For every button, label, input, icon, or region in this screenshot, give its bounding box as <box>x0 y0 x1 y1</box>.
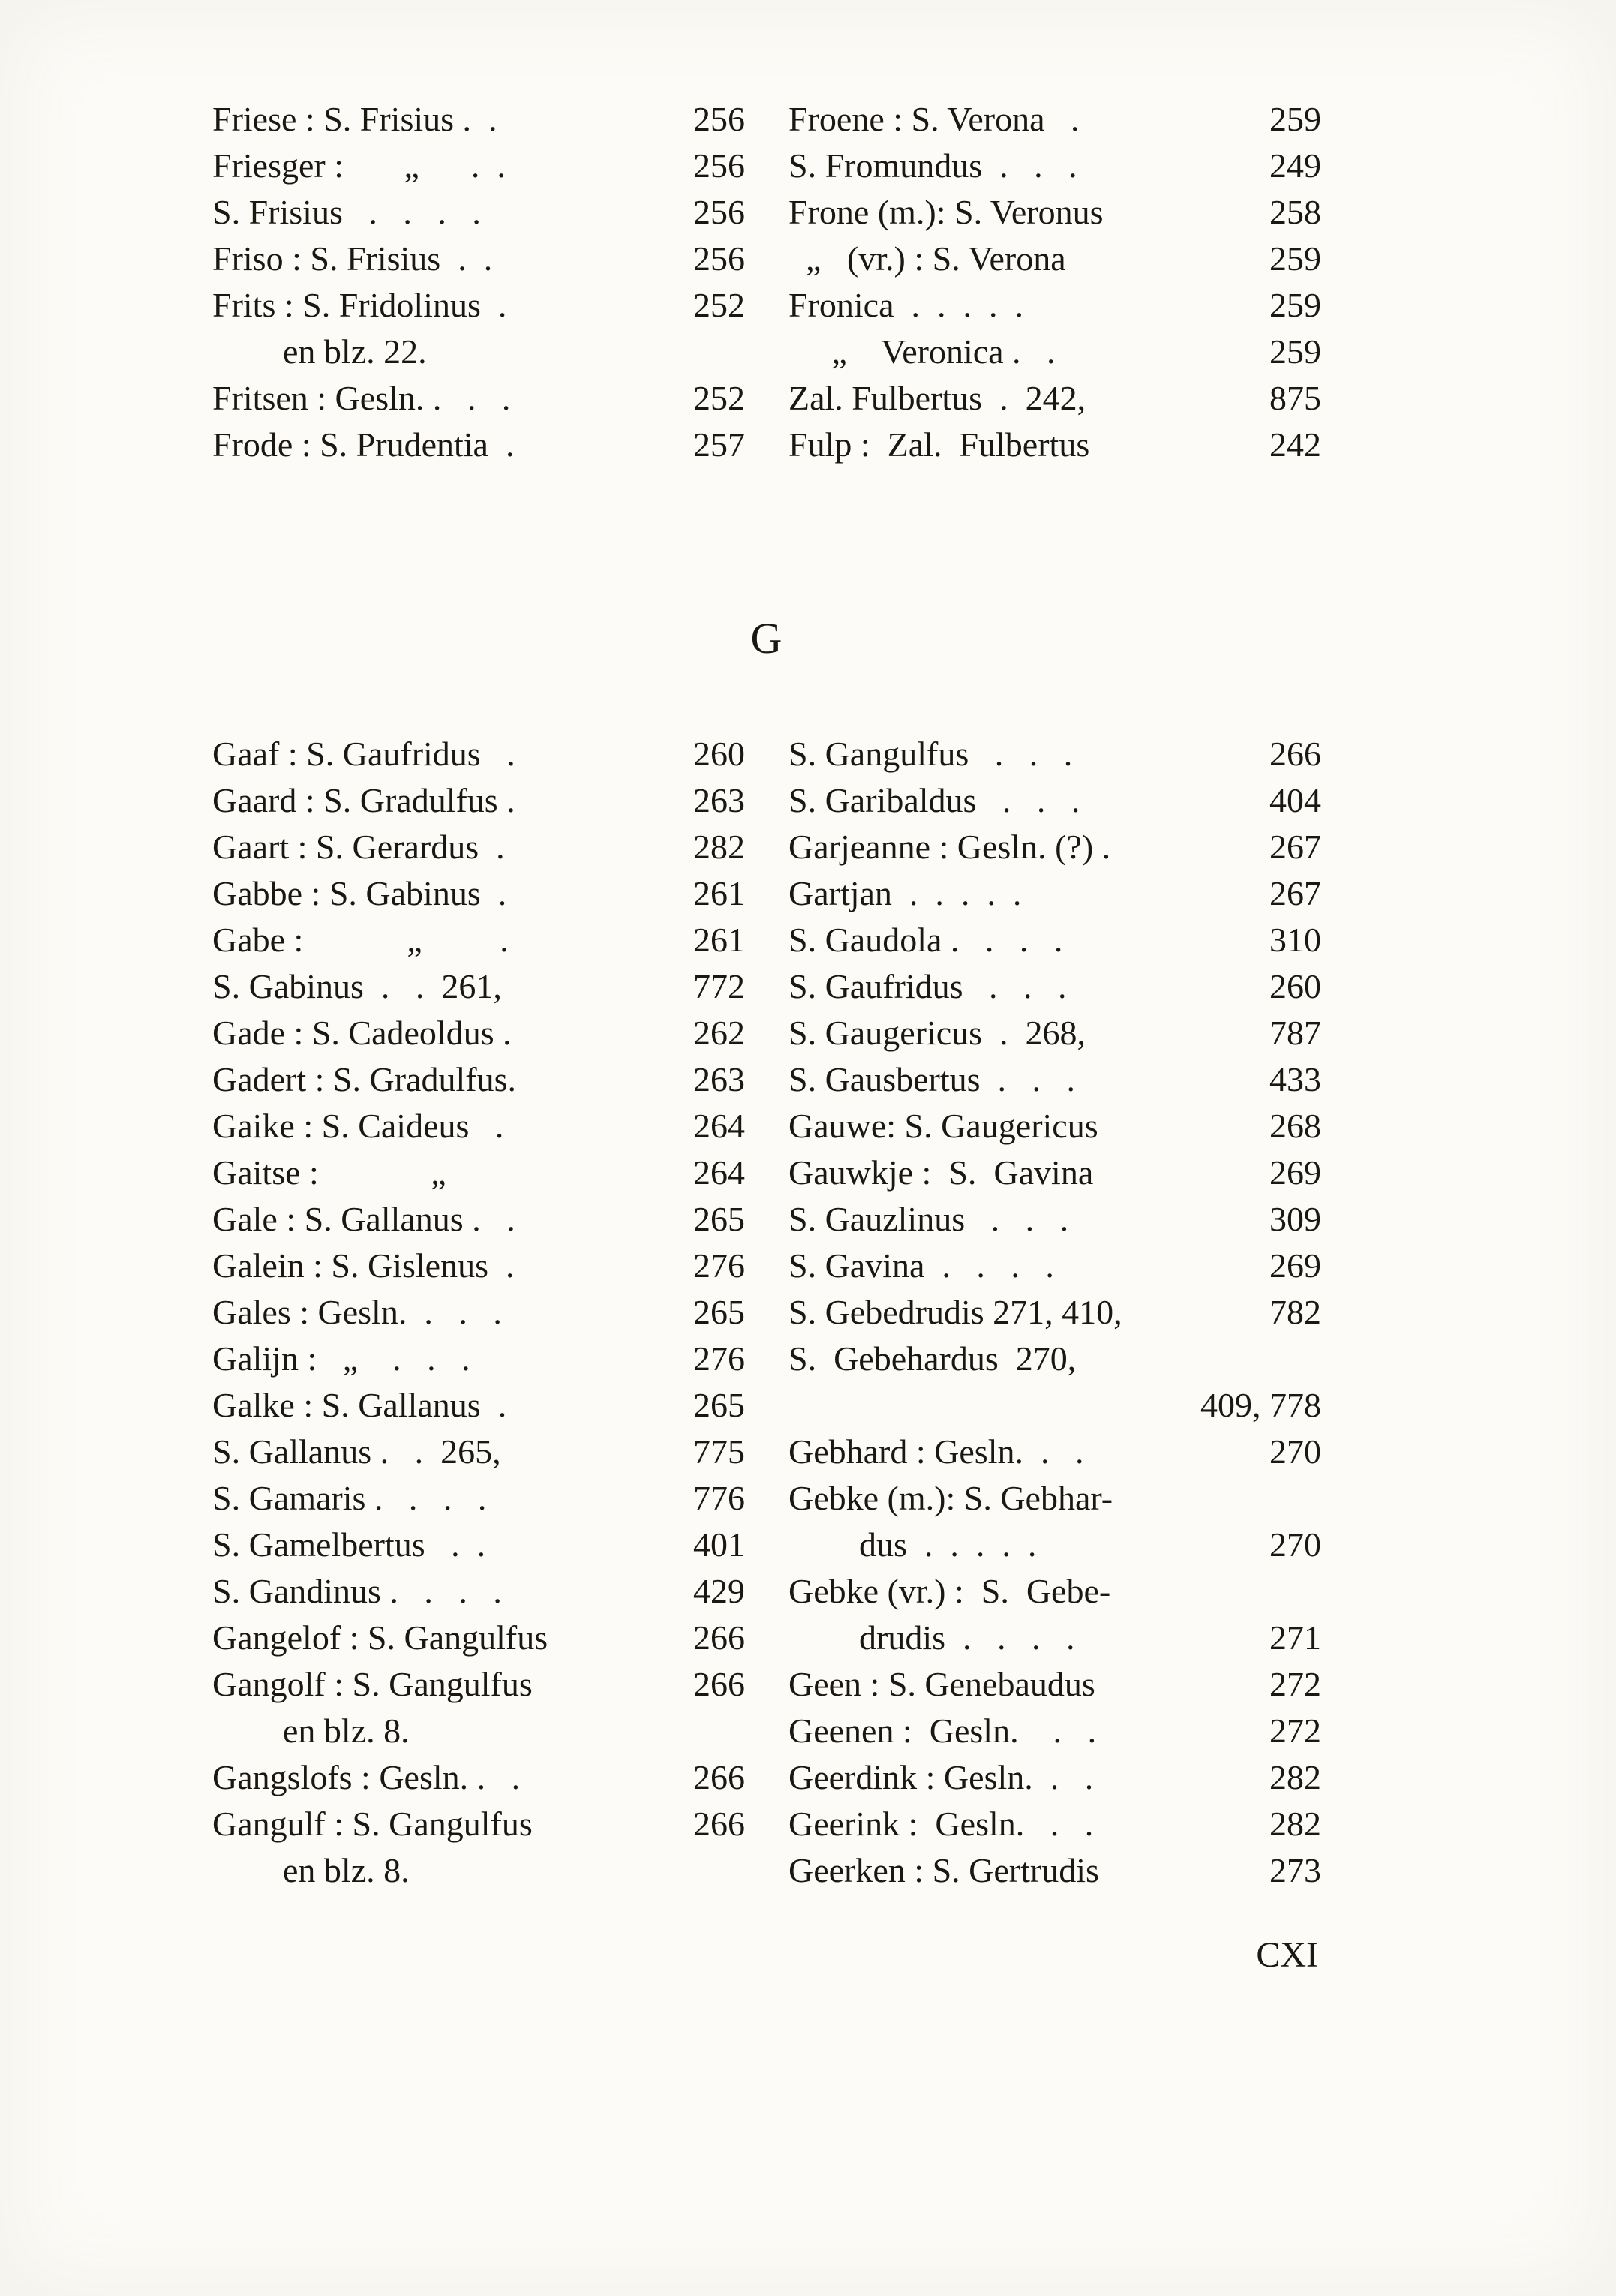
entry-text: S. Frisius . . . . <box>212 193 481 231</box>
index-entry <box>212 1103 745 1150</box>
entry-page: 782 <box>1269 1293 1321 1331</box>
entry-text: drudis . . . . <box>859 1618 1075 1657</box>
index-entry <box>212 1754 745 1801</box>
entry-text: Gales : Gesln. . . . <box>212 1293 502 1331</box>
entry-text: Fulp : Zal. Fulbertus <box>788 425 1090 464</box>
entry-page: 266 <box>693 1805 745 1843</box>
entry-text: Frone (m.): S. Veronus <box>788 193 1104 231</box>
index-entry <box>212 1661 745 1708</box>
index-entry <box>788 963 1321 1010</box>
index-entry <box>212 1150 745 1196</box>
entry-page: 273 <box>1269 1851 1321 1889</box>
index-entry <box>788 1568 1321 1615</box>
index-entry <box>788 1615 1321 1661</box>
entry-text: Fritsen : Gesln. . . . <box>212 379 511 417</box>
index-entry <box>212 870 745 917</box>
index-entry <box>788 824 1321 870</box>
entry-text: Gebke (vr.) : S. Gebe- <box>788 1572 1111 1610</box>
entry-text: en blz. 8. <box>283 1851 410 1889</box>
entry-page: 282 <box>1269 1758 1321 1796</box>
entry-page: 259 <box>1269 100 1321 138</box>
entry-page: 260 <box>1269 967 1321 1005</box>
entry-page: 309 <box>1269 1200 1321 1238</box>
index-entry <box>212 1429 745 1475</box>
entry-text: Froene : S. Verona . <box>788 100 1080 138</box>
entry-text: Gangulf : S. Gangulfus <box>212 1805 533 1843</box>
entry-page: 270 <box>1269 1432 1321 1471</box>
entry-page: 409, 778 <box>1200 1386 1321 1424</box>
entry-page: 265 <box>693 1200 745 1238</box>
index-entry <box>212 1056 745 1103</box>
index-entry <box>212 824 745 870</box>
entry-text: Gauwkje : S. Gavina <box>788 1153 1094 1192</box>
index-entry <box>788 1336 1321 1382</box>
index-entry <box>788 1243 1321 1289</box>
entry-page: 258 <box>1269 193 1321 231</box>
entry-page: 271 <box>1269 1618 1321 1657</box>
section-f <box>212 96 1321 468</box>
index-entry <box>212 375 745 422</box>
entry-text: S. Gamelbertus . . <box>212 1525 486 1564</box>
index-entry <box>212 917 745 963</box>
entry-page: 875 <box>1269 379 1321 417</box>
entry-text: Friso : S. Frisius . . <box>212 239 493 278</box>
index-entry <box>788 1010 1321 1056</box>
index-entry <box>212 1196 745 1243</box>
index-entry <box>212 282 745 329</box>
entry-text: Frits : S. Fridolinus . <box>212 286 507 324</box>
entry-text: S. Gavina . . . . <box>788 1246 1054 1285</box>
index-entry <box>788 422 1321 468</box>
index-entry <box>788 1382 1321 1429</box>
entry-page: 787 <box>1269 1014 1321 1052</box>
entry-text: „ Veronica . . <box>788 332 1056 371</box>
index-entry <box>788 777 1321 824</box>
index-entry <box>212 1289 745 1336</box>
entry-page: 263 <box>693 781 745 819</box>
index-entry <box>212 1568 745 1615</box>
section-header-g: G <box>750 614 783 663</box>
entry-page: 776 <box>693 1479 745 1517</box>
index-entry <box>212 329 745 375</box>
entry-page: 256 <box>693 100 745 138</box>
entry-text: en blz. 22. <box>283 332 427 371</box>
index-entry <box>788 1475 1321 1522</box>
entry-page: 259 <box>1269 239 1321 278</box>
index-entry <box>788 375 1321 422</box>
entry-page: 249 <box>1269 146 1321 185</box>
index-entry <box>788 329 1321 375</box>
entry-text: Geerdink : Gesln. . . <box>788 1758 1094 1796</box>
section-g-column-left <box>212 731 745 1894</box>
entry-page: 259 <box>1269 332 1321 371</box>
index-entry <box>788 1754 1321 1801</box>
entry-page: 276 <box>693 1246 745 1285</box>
index-entry <box>212 1708 745 1754</box>
entry-text: Gabbe : S. Gabinus . <box>212 874 507 912</box>
entry-text: S. Gabinus . . 261, <box>212 967 502 1005</box>
entry-text: S. Gaufridus . . . <box>788 967 1067 1005</box>
entry-text: Galein : S. Gislenus . <box>212 1246 515 1285</box>
entry-page: 264 <box>693 1107 745 1145</box>
index-entry <box>788 189 1321 236</box>
entry-page: 266 <box>693 1758 745 1796</box>
section-f-column-left <box>212 96 745 468</box>
entry-text: Gadert : S. Gradulfus. <box>212 1060 516 1098</box>
index-entry <box>788 1103 1321 1150</box>
entry-page: 266 <box>693 1618 745 1657</box>
entry-page: 252 <box>693 286 745 324</box>
entry-page: 261 <box>693 921 745 959</box>
entry-text: en blz. 8. <box>283 1711 410 1750</box>
section-f-column-right <box>788 96 1321 468</box>
entry-page: 401 <box>693 1525 745 1564</box>
index-entry <box>212 143 745 189</box>
entry-page: 272 <box>1269 1711 1321 1750</box>
entry-page: 264 <box>693 1153 745 1192</box>
entry-text: Geerink : Gesln. . . <box>788 1805 1094 1843</box>
entry-text: Geen : S. Genebaudus <box>788 1665 1095 1703</box>
entry-page: 404 <box>1269 781 1321 819</box>
entry-text: S. Gauzlinus . . . <box>788 1200 1069 1238</box>
entry-text: dus . . . . . <box>859 1525 1037 1564</box>
section-g-column-right <box>788 731 1321 1894</box>
entry-text: Fronica . . . . . <box>788 286 1024 324</box>
entry-page: 269 <box>1269 1246 1321 1285</box>
entry-text: Zal. Fulbertus . 242, <box>788 379 1086 417</box>
index-entry <box>212 777 745 824</box>
index-entry <box>788 236 1321 282</box>
index-entry <box>788 1150 1321 1196</box>
section-g <box>212 731 1321 1894</box>
index-entry <box>788 1196 1321 1243</box>
entry-page: 429 <box>693 1572 745 1610</box>
entry-text: Gale : S. Gallanus . . <box>212 1200 515 1238</box>
entry-text: Gebhard : Gesln. . . <box>788 1432 1084 1471</box>
entry-text: S. Gangulfus . . . <box>788 735 1073 773</box>
entry-text: Garjeanne : Gesln. (?) . <box>788 828 1111 866</box>
entry-text: S. Gebedrudis 271, 410, <box>788 1293 1122 1331</box>
index-entry <box>212 1475 745 1522</box>
entry-page: 256 <box>693 193 745 231</box>
entry-page: 270 <box>1269 1525 1321 1564</box>
entry-text: S. Gaudola . . . . <box>788 921 1063 959</box>
index-entry <box>788 1708 1321 1754</box>
entry-page: 265 <box>693 1386 745 1424</box>
index-entry <box>212 1010 745 1056</box>
entry-page: 310 <box>1269 921 1321 959</box>
entry-text: Friese : S. Frisius . . <box>212 100 497 138</box>
entry-text: Gaike : S. Caideus . <box>212 1107 504 1145</box>
index-entry <box>788 143 1321 189</box>
entry-text: Gaitse : „ <box>212 1153 446 1192</box>
entry-page: 252 <box>693 379 745 417</box>
index-entry <box>788 1289 1321 1336</box>
index-entry <box>788 1522 1321 1568</box>
index-entry <box>788 1056 1321 1103</box>
index-entry <box>212 963 745 1010</box>
entry-page: 259 <box>1269 286 1321 324</box>
entry-text: Gaart : S. Gerardus . <box>212 828 505 866</box>
entry-text: S. Gamaris . . . . <box>212 1479 487 1517</box>
index-entry <box>212 422 745 468</box>
entry-text: S. Gausbertus . . . <box>788 1060 1076 1098</box>
entry-text: Friesger : „ . . <box>212 146 506 185</box>
entry-page: 261 <box>693 874 745 912</box>
index-entry <box>212 1522 745 1568</box>
entry-page: 268 <box>1269 1107 1321 1145</box>
index-entry <box>212 731 745 777</box>
index-entry <box>212 1847 745 1894</box>
entry-text: Frode : S. Prudentia . <box>212 425 515 464</box>
entry-page: 266 <box>693 1665 745 1703</box>
entry-page: 256 <box>693 239 745 278</box>
entry-text: Gebke (m.): S. Gebhar- <box>788 1479 1113 1517</box>
index-entry <box>212 1336 745 1382</box>
index-entry <box>212 189 745 236</box>
index-entry <box>788 282 1321 329</box>
entry-text: S. Fromundus . . . <box>788 146 1077 185</box>
entry-page: 282 <box>1269 1805 1321 1843</box>
index-entry <box>212 236 745 282</box>
entry-text: S. Gandinus . . . . <box>212 1572 502 1610</box>
entry-page: 269 <box>1269 1153 1321 1192</box>
entry-text: Galijn : „ . . . <box>212 1339 470 1378</box>
entry-text: Gauwe: S. Gaugericus <box>788 1107 1098 1145</box>
entry-text: „ (vr.) : S. Verona <box>788 239 1066 278</box>
index-entry <box>212 96 745 143</box>
entry-page: 266 <box>1269 735 1321 773</box>
entry-page: 262 <box>693 1014 745 1052</box>
entry-text: Gangolf : S. Gangulfus <box>212 1665 533 1703</box>
entry-text: S. Gebehardus 270, <box>788 1339 1077 1378</box>
entry-page: 265 <box>693 1293 745 1331</box>
entry-page: 256 <box>693 146 745 185</box>
index-entry <box>788 917 1321 963</box>
entry-text: Gaaf : S. Gaufridus . <box>212 735 515 773</box>
entry-text: S. Gaugericus . 268, <box>788 1014 1086 1052</box>
entry-text: Galke : S. Gallanus . <box>212 1386 507 1424</box>
entry-text: Gade : S. Cadeoldus . <box>212 1014 512 1052</box>
entry-text: Geenen : Gesln. . . <box>788 1711 1097 1750</box>
entry-page: 267 <box>1269 828 1321 866</box>
index-entry <box>212 1243 745 1289</box>
entry-text: Gartjan . . . . . <box>788 874 1022 912</box>
index-entry <box>788 1429 1321 1475</box>
entry-page: 772 <box>693 967 745 1005</box>
index-entry <box>788 1847 1321 1894</box>
index-entry <box>788 96 1321 143</box>
entry-page: 433 <box>1269 1060 1321 1098</box>
entry-text: S. Gallanus . . 265, <box>212 1432 501 1471</box>
index-entry <box>212 1615 745 1661</box>
entry-text: Gaard : S. Gradulfus . <box>212 781 515 819</box>
entry-text: S. Garibaldus . . . <box>788 781 1080 819</box>
entry-page: 276 <box>693 1339 745 1378</box>
entry-page: 267 <box>1269 874 1321 912</box>
entry-page: 242 <box>1269 425 1321 464</box>
entry-text: Gangslofs : Gesln. . . <box>212 1758 521 1796</box>
entry-page: 272 <box>1269 1665 1321 1703</box>
index-content <box>212 96 1321 1973</box>
entry-page: 257 <box>693 425 745 464</box>
entry-text: Gabe : „ . <box>212 921 509 959</box>
index-entry <box>788 731 1321 777</box>
index-entry <box>788 1661 1321 1708</box>
entry-text: Geerken : S. Gertrudis <box>788 1851 1099 1889</box>
entry-page: 282 <box>693 828 745 866</box>
entry-page: 775 <box>693 1432 745 1471</box>
page-number: CXI <box>1256 1935 1318 1975</box>
index-entry <box>788 870 1321 917</box>
entry-text: Gangelof : S. Gangulfus <box>212 1618 548 1657</box>
entry-page: 260 <box>693 735 745 773</box>
index-entry <box>212 1801 745 1847</box>
index-entry <box>212 1382 745 1429</box>
index-entry <box>788 1801 1321 1847</box>
entry-page: 263 <box>693 1060 745 1098</box>
